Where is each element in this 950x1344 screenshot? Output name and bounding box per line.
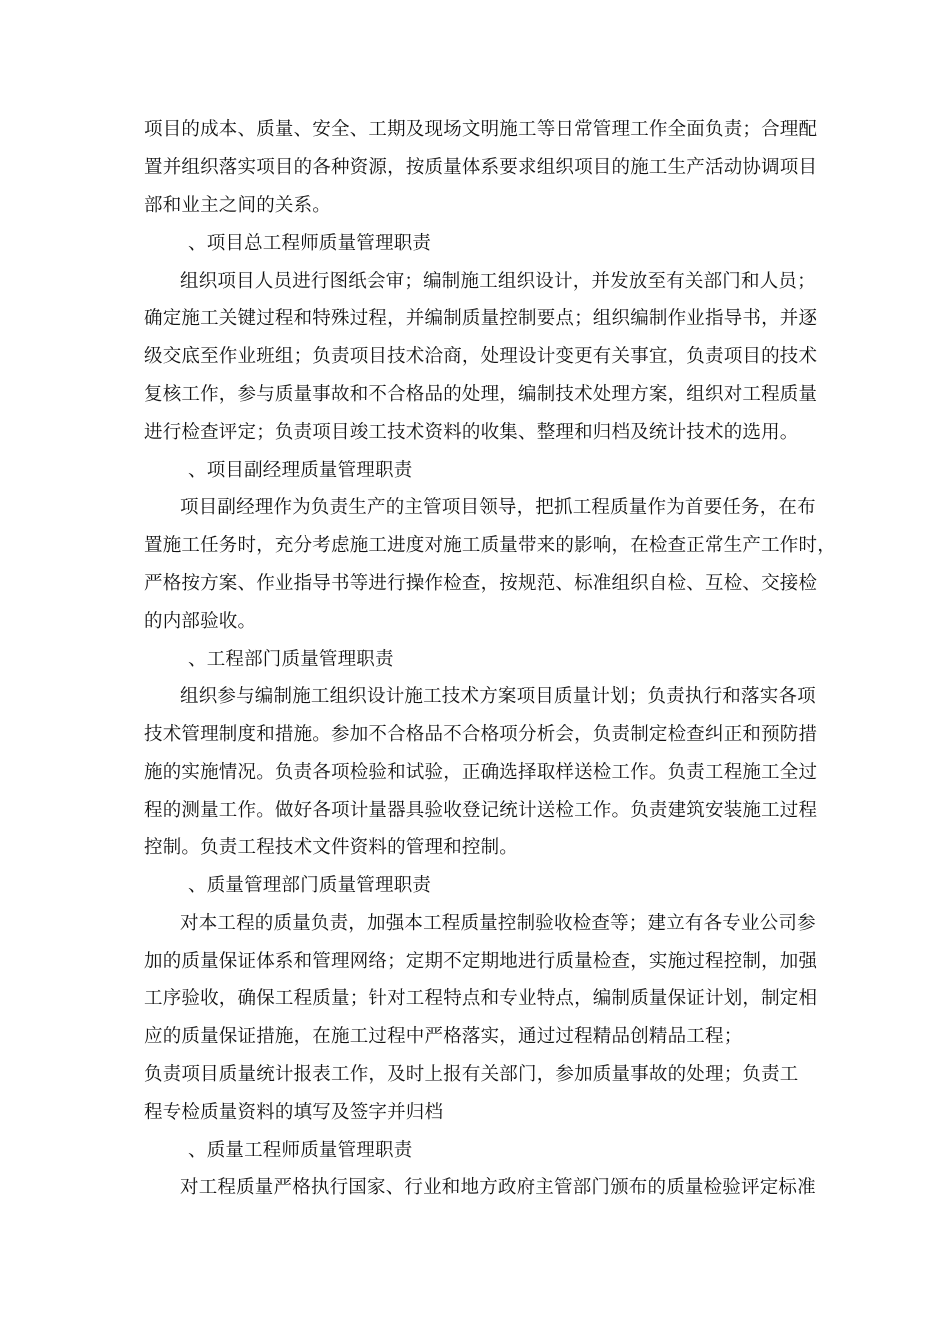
paragraph-line: 复核工作，参与质量事故和不合格品的处理，编制技术处理方案，组织对工程质量: [144, 384, 818, 405]
paragraph-line: 项目的成本、质量、安全、工期及现场文明施工等日常管理工作全面负责；合理配: [144, 119, 818, 140]
paragraph-line: 进行检查评定；负责项目竣工技术资料的收集、整理和归档及统计技术的选用。: [144, 422, 799, 443]
paragraph-line: 级交底至作业班组；负责项目技术洽商，处理设计变更有关事宜，负责项目的技术: [144, 346, 818, 367]
paragraph-line: 组织参与编制施工组织设计施工技术方案项目质量计划；负责执行和落实各项: [180, 686, 816, 707]
section-heading: 、质量管理部门质量管理职责: [188, 875, 432, 896]
paragraph-line: 工序验收，确保工程质量；针对工程特点和专业特点，编制质量保证计划，制定相: [144, 988, 818, 1009]
paragraph-line: 的内部验收。: [144, 611, 257, 632]
section-heading: 、质量工程师质量管理职责: [188, 1140, 413, 1161]
paragraph-line: 项目副经理作为负责生产的主管项目领导，把抓工程质量作为首要任务，在布: [180, 497, 816, 518]
paragraph-line: 程的测量工作。做好各项计量器具验收登记统计送检工作。负责建筑安装施工过程: [144, 800, 818, 821]
section-heading: 、工程部门质量管理职责: [188, 649, 394, 670]
paragraph-line: 施的实施情况。负责各项检验和试验，正确选择取样送检工作。负责工程施工全过: [144, 762, 818, 783]
paragraph-line: 部和业主之间的关系。: [144, 195, 332, 216]
paragraph-line: 加的质量保证体系和管理网络；定期不定期地进行质量检查，实施过程控制，加强: [144, 951, 818, 972]
paragraph-line: 应的质量保证措施，在施工过程中严格落实，通过过程精品创精品工程；: [144, 1026, 743, 1047]
paragraph-line: 组织项目人员进行图纸会审；编制施工组织设计，并发放至有关部门和人员；: [180, 271, 816, 292]
paragraph-line: 控制。负责工程技术文件资料的管理和控制。: [144, 837, 519, 858]
paragraph-line: 程专检质量资料的填写及签字并归档: [144, 1102, 444, 1123]
paragraph-line: 置施工任务时，充分考虑施工进度对施工质量带来的影响，在检查正常生产工作时，: [144, 535, 836, 556]
paragraph-line: 确定施工关键过程和特殊过程，并编制质量控制要点；组织编制作业指导书，并逐: [144, 308, 818, 329]
paragraph-line: 技术管理制度和措施。参加不合格品不合格项分析会，负责制定检查纠正和预防措: [144, 724, 818, 745]
paragraph-line: 对工程质量严格执行国家、行业和地方政府主管部门颁布的质量检验评定标准: [180, 1177, 816, 1198]
paragraph-line: 严格按方案、作业指导书等进行操作检查，按规范、标准组织自检、互检、交接检: [144, 573, 818, 594]
section-heading: 、项目总工程师质量管理职责: [188, 233, 432, 254]
section-heading: 、项目副经理质量管理职责: [188, 460, 413, 481]
paragraph-line: 置并组织落实项目的各种资源，按质量体系要求组织项目的施工生产活动协调项目: [144, 157, 818, 178]
paragraph-line: 负责项目质量统计报表工作，及时上报有关部门，参加质量事故的处理；负责工: [144, 1064, 799, 1085]
paragraph-line: 对本工程的质量负责，加强本工程质量控制验收检查等；建立有各专业公司参: [180, 913, 816, 934]
